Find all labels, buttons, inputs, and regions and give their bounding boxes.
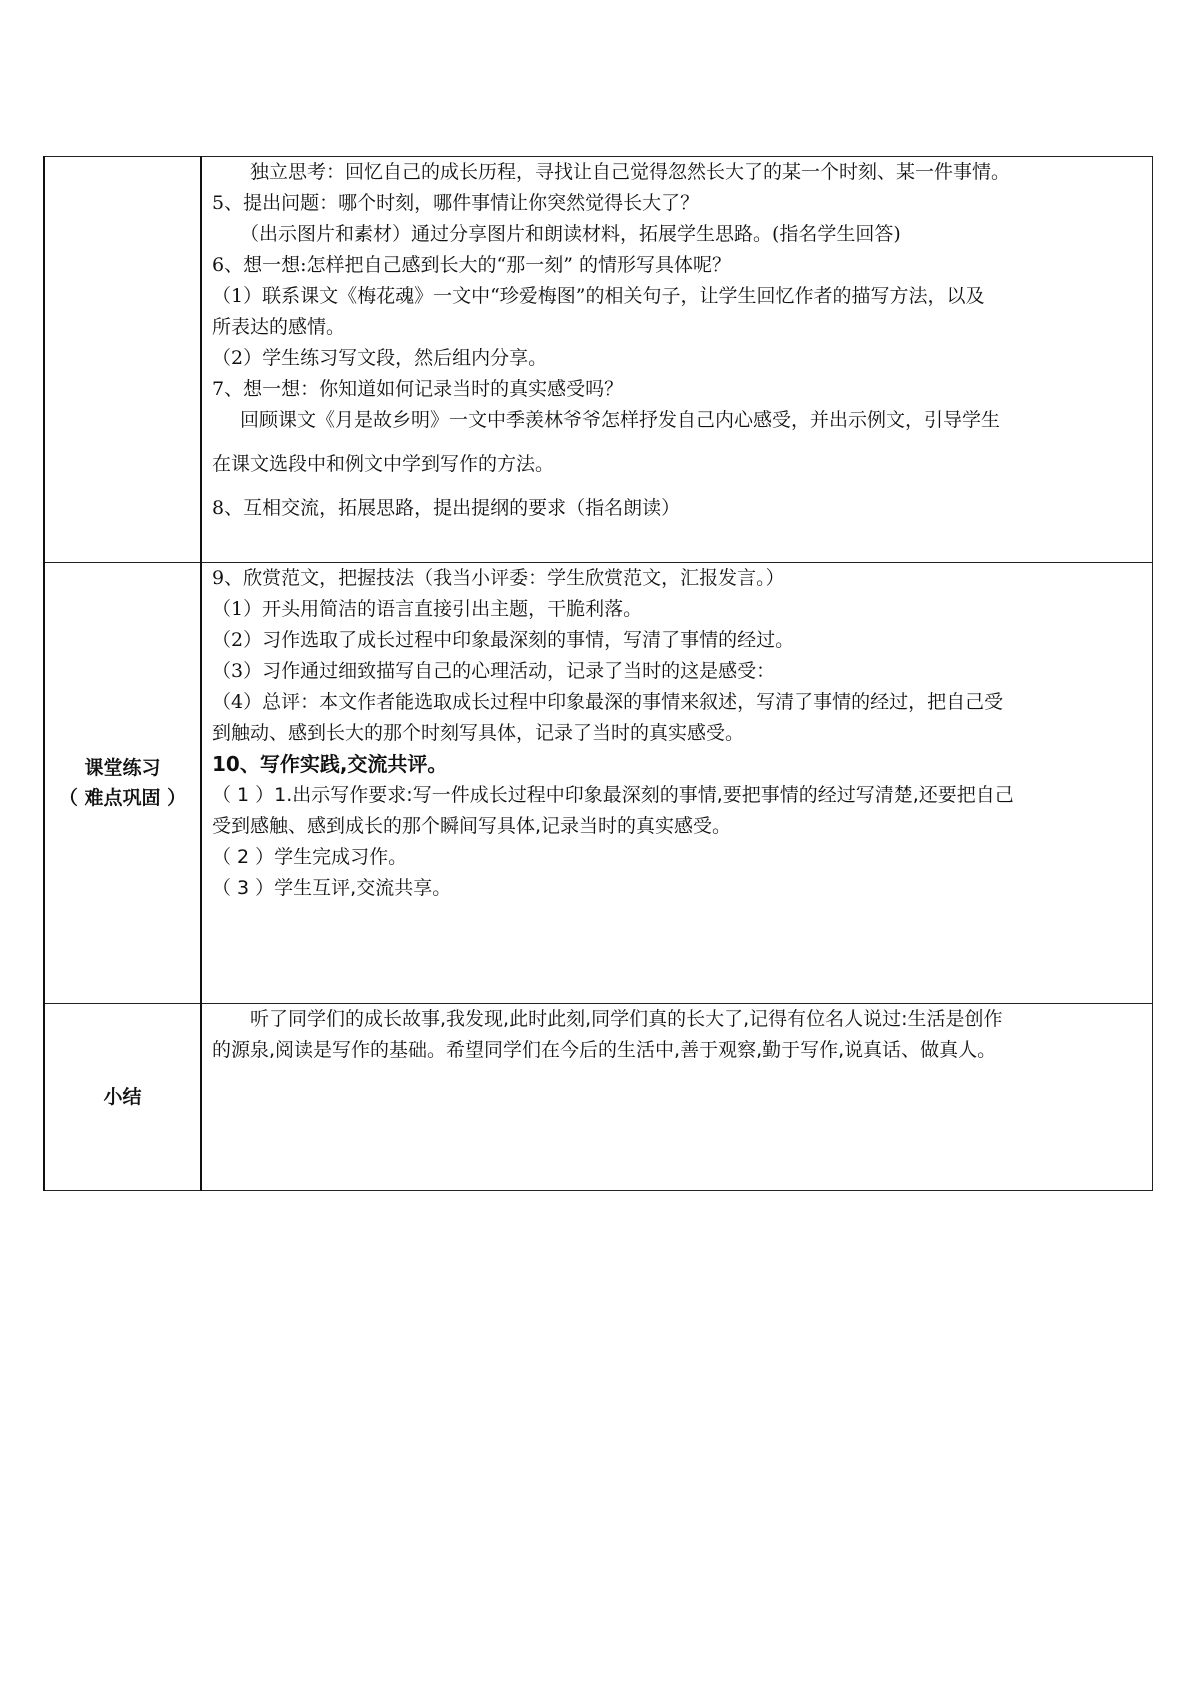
text-line: （3）习作通过细致描写自己的心理活动，记录了当时的这是感受：	[212, 660, 776, 682]
table-row-practice	[44, 563, 1153, 1004]
row-label-title: 课堂练习	[84, 757, 161, 779]
row-label-subtitle: （ 难点巩固 ）	[58, 787, 187, 809]
text-line: 所表达的感情。	[212, 316, 346, 338]
text-line: 回顾课文《月是故乡明》一文中季羡林爷爷怎样抒发自己内心感受，并出示例文，引导学生	[240, 409, 1001, 431]
text-line: （ 3 ）学生互评,交流共享。	[212, 877, 452, 899]
row-label	[44, 157, 201, 563]
text-line: 9、欣赏范文，把握技法（我当小评委：学生欣赏范文，汇报发言。）	[212, 567, 785, 589]
row-label: 小结	[44, 1004, 201, 1191]
table-row-summary	[44, 1004, 1153, 1191]
text-line: （2）习作选取了成长过程中印象最深刻的事情，写清了事情的经过。	[212, 629, 795, 651]
text-line: （1）联系课文《梅花魂》一文中“珍爱梅图”的相关句子，让学生回忆作者的描写方法，以及	[212, 285, 985, 307]
text-line: 独立思考：回忆自己的成长历程，寻找让自己觉得忽然长大了的某一个时刻、某一件事情。	[250, 161, 1011, 183]
row-content	[201, 157, 1153, 563]
text-line: 到触动、感到长大的那个时刻写具体，记录了当时的真实感受。	[212, 722, 745, 744]
text-line: （4）总评：本文作者能选取成长过程中印象最深的事情来叙述，写清了事情的经过，把自己受	[212, 691, 1004, 713]
table-row-process	[44, 157, 1153, 563]
text-line: （2）学生练习写文段，然后组内分享。	[212, 347, 548, 369]
text-line: 的源泉,阅读是写作的基础。希望同学们在今后的生活中,善于观察,勤于写作,说真话、做真人。	[212, 1039, 997, 1061]
row-content	[201, 563, 1153, 1004]
text-line: 7、想一想：你知道如何记录当时的真实感受吗？	[212, 378, 624, 400]
row-label	[44, 563, 201, 1004]
text-line: （1）开头用简洁的语言直接引出主题，干脆利落。	[212, 598, 643, 620]
text-line: （ 1 ）1.出示写作要求:写一件成长过程中印象最深刻的事情,要把事情的经过写清楚,还要把自己	[212, 784, 1014, 806]
text-line: 受到感触、感到成长的那个瞬间写具体,记录当时的真实感受。	[212, 815, 732, 837]
text-line: 听了同学们的成长故事,我发现,此时此刻,同学们真的长大了,记得有位名人说过:生活是创作	[250, 1008, 1003, 1030]
text-line: 6、想一想:怎样把自己感到长大的“那一刻” 的情形写具体呢？	[212, 254, 731, 276]
lesson-plan-table	[43, 156, 1153, 1191]
text-line: （ 2 ）学生完成习作。	[212, 846, 408, 868]
text-line: 5、提出问题：哪个时刻，哪件事情让你突然觉得长大了？	[212, 192, 700, 214]
text-line: 8、互相交流，拓展思路，提出提纲的要求（指名朗读）	[212, 497, 681, 519]
section-heading: 10、写作实践,交流共评。	[212, 752, 448, 776]
text-line: （出示图片和素材）通过分享图片和朗读材料，拓展学生思路。(指名学生回答)	[240, 223, 901, 245]
text-line: 在课文选段中和例文中学到写作的方法。	[212, 453, 555, 475]
row-content	[201, 1004, 1153, 1191]
